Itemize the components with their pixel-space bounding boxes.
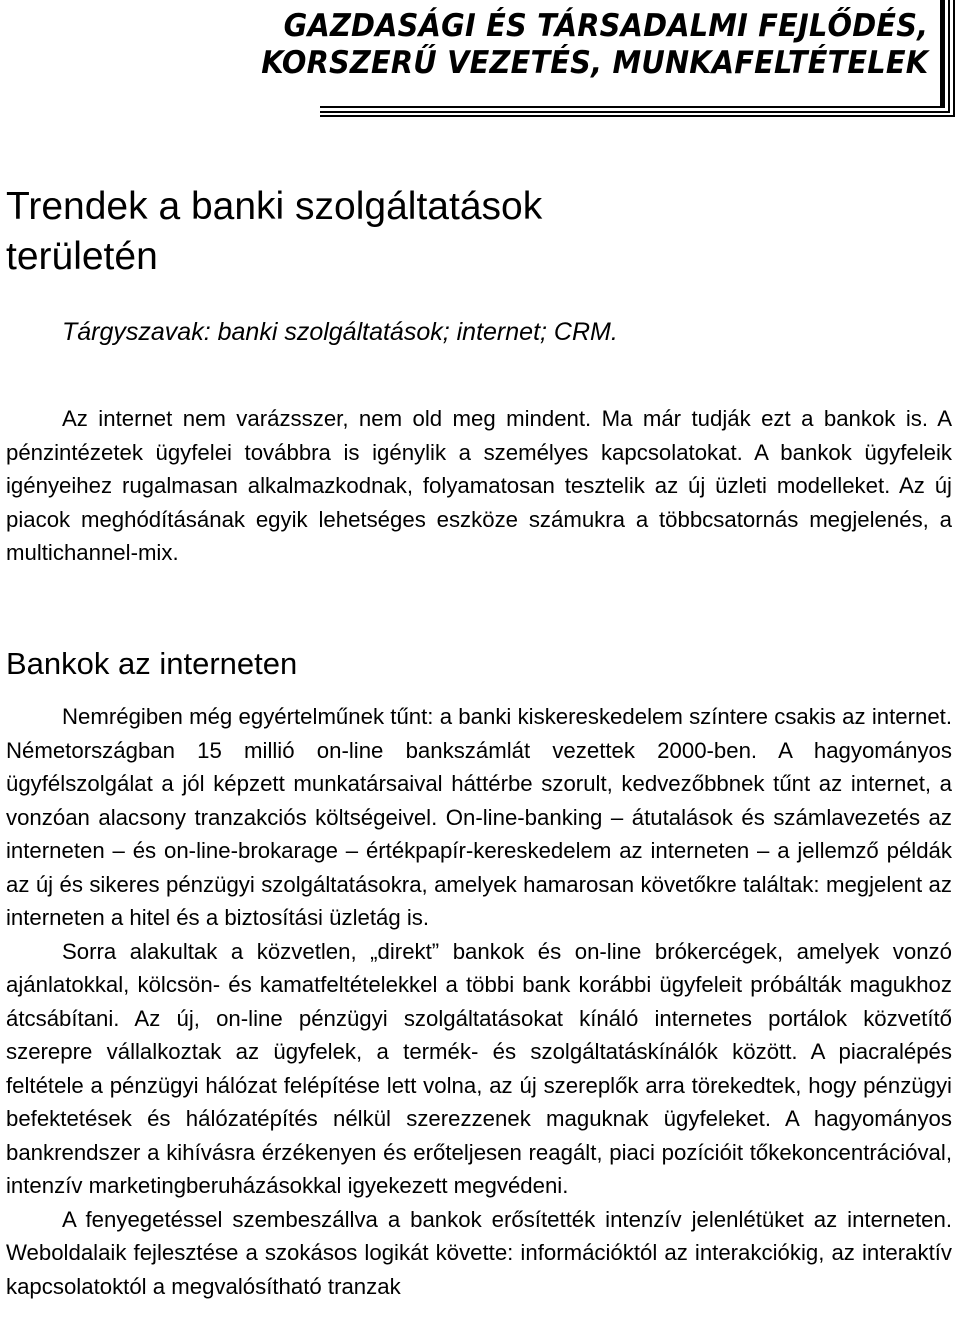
section-title-line-1: GAZDASÁGI ÉS TÁRSADALMI FEJLŐDÉS, — [283, 8, 929, 44]
section-title — [261, 8, 928, 82]
header-rule-horizontal-1 — [320, 106, 945, 108]
header-rule-vertical-mid — [948, 0, 950, 112]
header-rule-vertical-thin — [953, 0, 955, 116]
body-paragraph-3: A fenyegetéssel szembeszállva a bankok erősítették intenzív jelenlétüket az interneten. Weboldalaik fejlesztése a szokásos logikát követte: információktól az interakciókig, az interaktív kapcsolatoktól a megvalósítható tranzak — [6, 1206, 952, 1299]
keywords: Tárgyszavak: banki szolgáltatások; internet; CRM. — [62, 318, 618, 346]
lead-paragraph: Az internet nem varázsszer, nem old meg mindent. Ma már tudják ezt a bankok is. A pénzintézetek ügyfelei továbbra is igénylik a személyes kapcsolatokat. A bankok ügyfeleik igényeihez rugalmasan alkalmazkodnak, folyamatosan tesztelik az új üzleti modelleket. Az új piacok meghódításának egyik lehetséges eszköze számukra a többcsatornás megjelenés, a multichannel-mix. — [6, 406, 952, 565]
header-rule-horizontal-2 — [320, 111, 950, 113]
article-title: Trendek a banki szolgáltatások területén — [6, 185, 543, 278]
section-header — [0, 0, 960, 122]
body-text — [6, 700, 952, 1303]
section-title-line-2: KORSZERŰ VEZETÉS, MUNKAFELTÉTELEK — [260, 45, 928, 81]
header-rule-vertical-thick — [940, 0, 945, 108]
body-paragraph-2: Sorra alakultak a közvetlen, „direkt” bankok és on-line brókercégek, amelyek vonzó ajánlatokkal, kölcsön- és kamatfeltételekkel a többi bank korábbi ügyfeleit próbálták magukhoz átcsábítani. Az új, on-line pénzügyi szolgáltatásokat kínáló internetes portálok közvetítő szerepre vállalkoztak az ügyfelek, a termék- és szolgáltatáskínálók között. A piacralépés feltétele a pénzügyi hálózat felépítése lett volna, az új szereplők arra törekedtek, hogy pénzügyi befektetések és hálózatépítés nélkül szerezzenek maguknak ügyfeleket. A hagyományos bankrendszer a kihívásra érzékenyen és erőteljesen reagált, piaci pozícióit tőkekoncentrációval, intenzív marketingberuházásokkal igyekezett megvédeni. — [6, 938, 952, 1198]
body-paragraph-1: Nemrégiben még egyértelműnek tűnt: a banki kiskereskedelem színtere csakis az internet. Németországban 15 millió on-line bankszámlát vezettek 2000-ben. A hagyományos ügyfélszolgálat a jól képzett munkatársaival háttérbe szorult, kedvezőbbnek tűnt az internet, a vonzóan alacsony tranzakciós költségeivel. On-line-banking – átutalások és számlavezetés az interneten – és on-line-brokarage – értékpapír-kereskedelem az interneten – a jellemző példák az új és sikeres pénzügyi szolgáltatásokra, amelyek hamarosan követőkre találtak: megjelent az interneten a hitel és a biztosítási üzletág is. — [6, 704, 952, 930]
section-heading: Bankok az interneten — [6, 646, 298, 681]
header-rule-horizontal-3 — [320, 115, 955, 117]
